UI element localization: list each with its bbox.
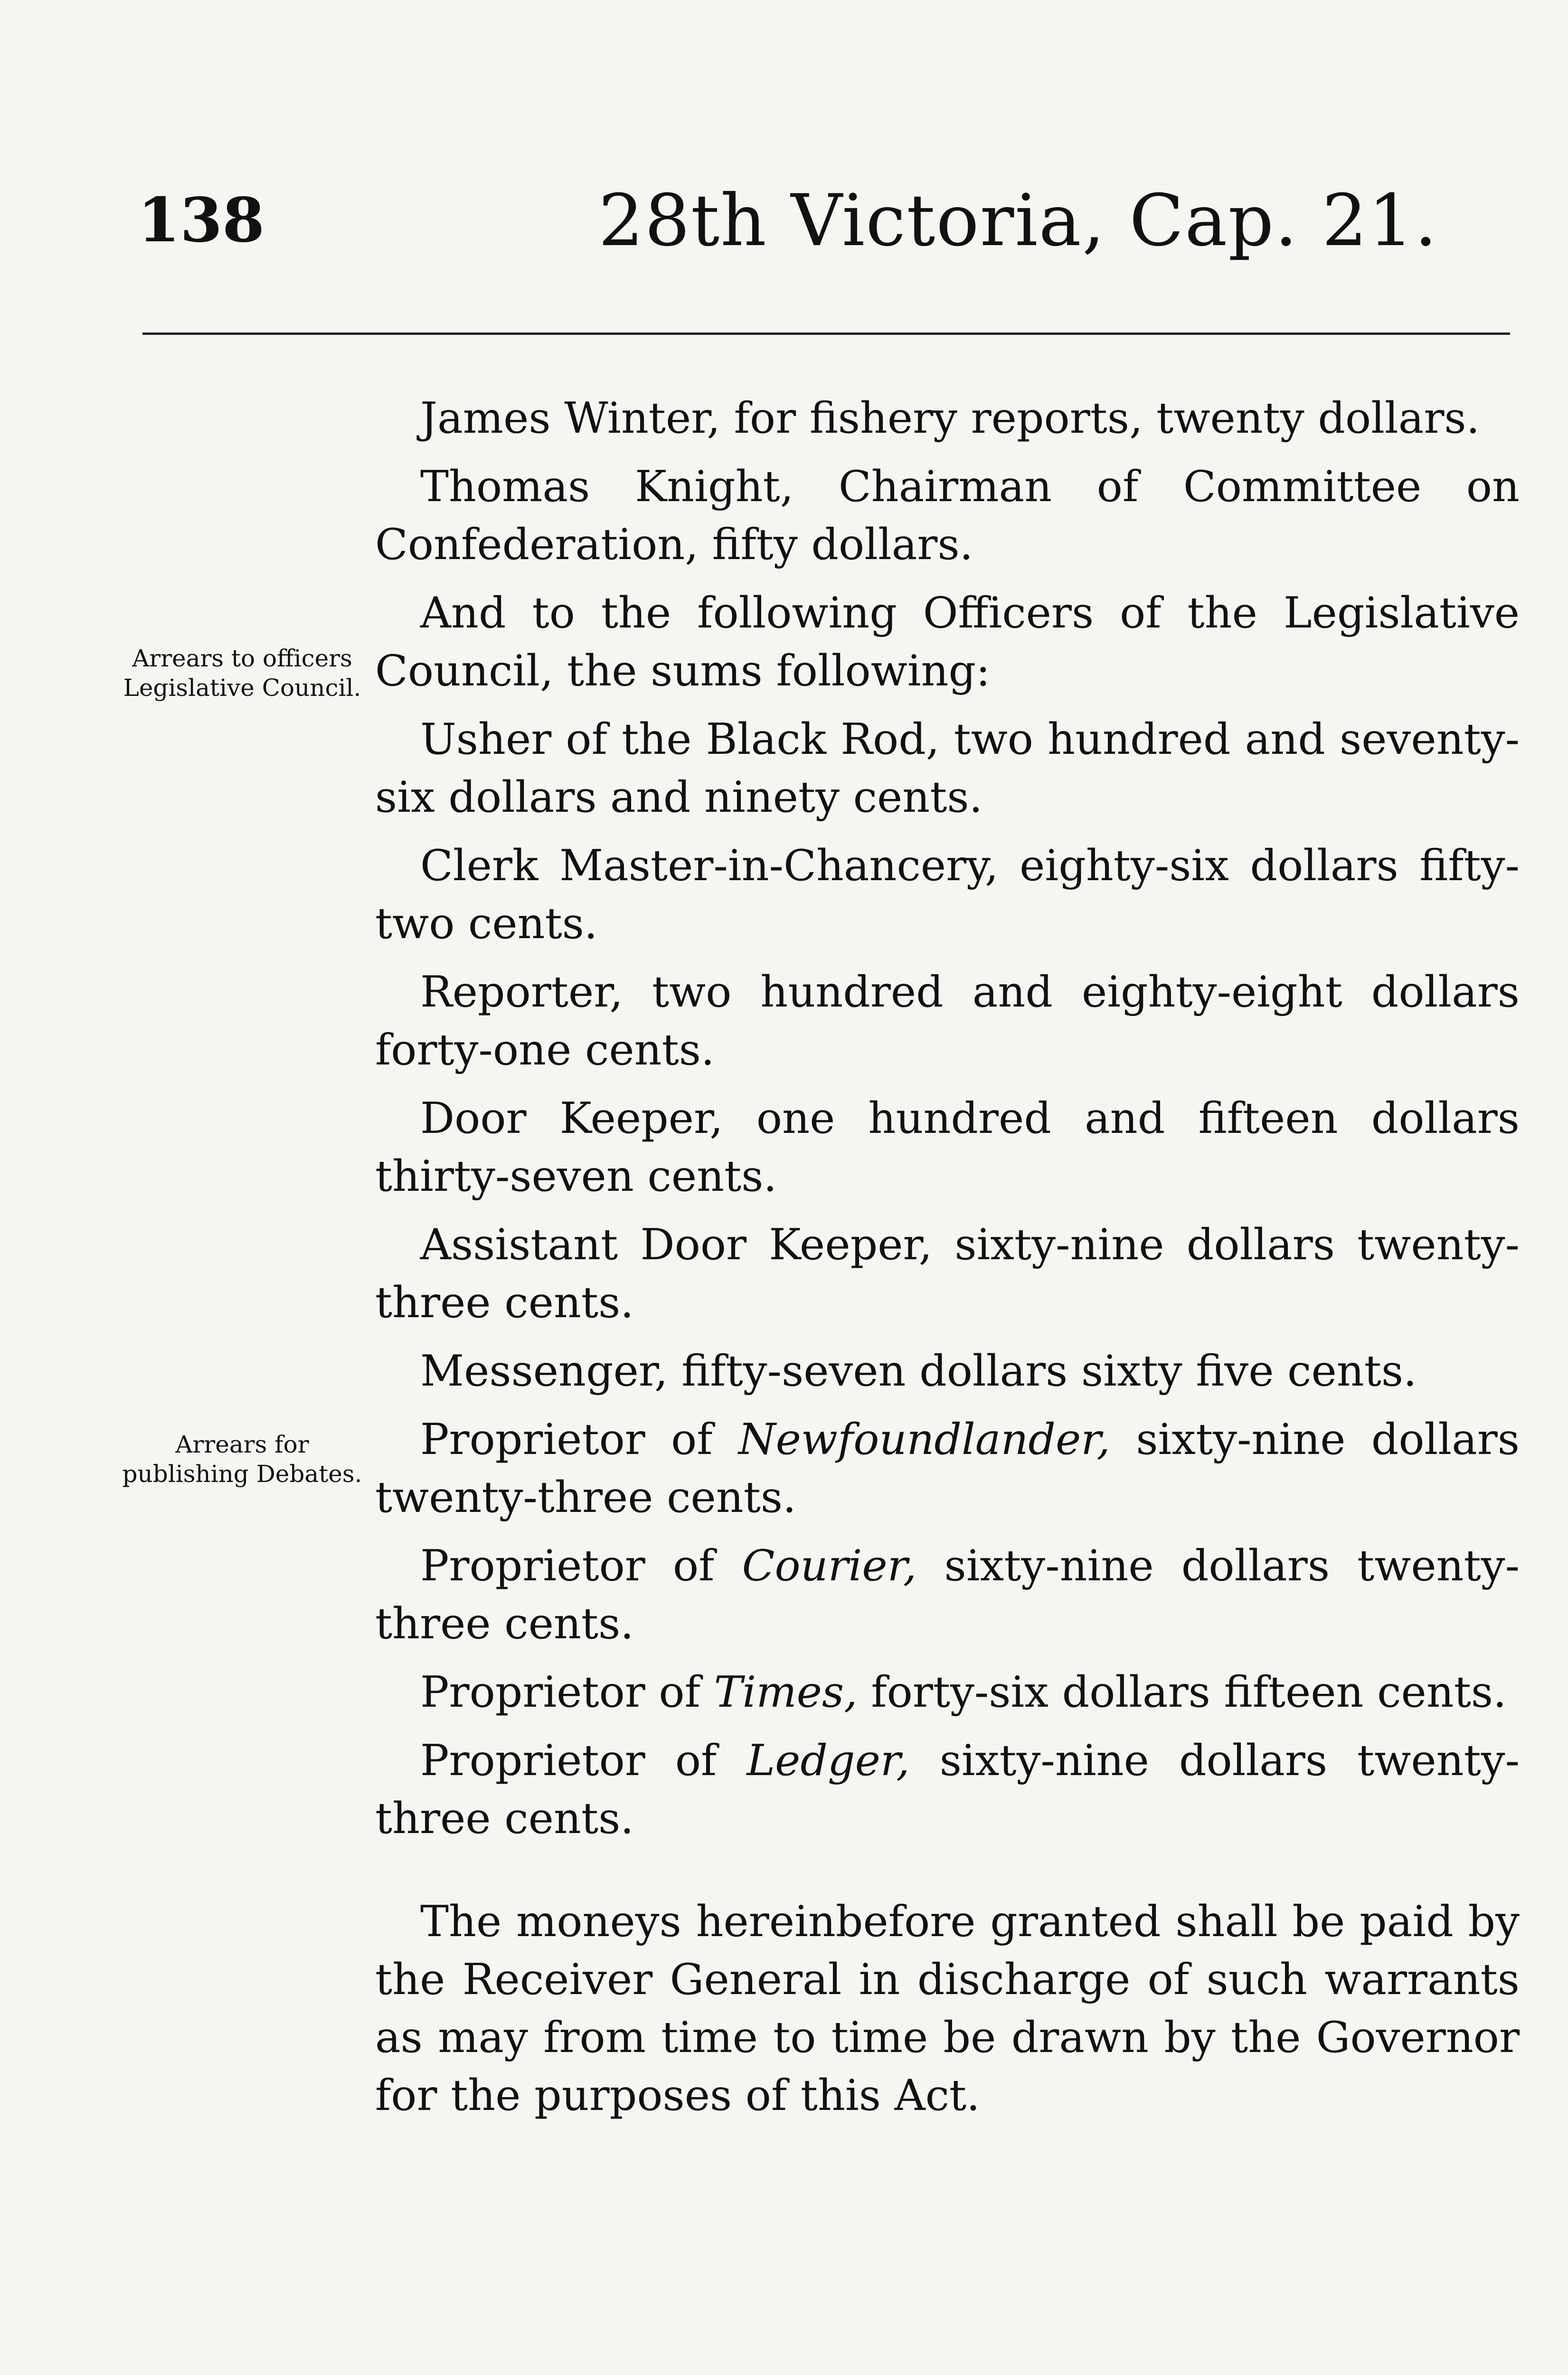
paragraph-legislative-council-intro: And to the following Officers of the Legislative Council, the sums following:	[375, 588, 1520, 696]
paragraph-clerk-master: Clerk Master-in-Chancery, eighty-six dollars fifty-two cents.	[375, 841, 1520, 949]
paragraph-prefix: Proprietor of	[420, 1736, 747, 1786]
paragraph-moneys-granted: The moneys hereinbefore granted shall be paid by the Receiver General in discharge of such warrants as may from time to time be drawn by the Governor for the purposes of this Act.	[375, 1897, 1520, 2120]
paragraph-messenger: Messenger, fifty-seven dollars sixty five cents.	[420, 1346, 1417, 1396]
paragraph-rest: sixty-nine dollars twenty-three cents.	[375, 1736, 1520, 1843]
paragraph-prefix: Proprietor of	[420, 1415, 738, 1464]
running-head: 28th Victoria, Cap. 21.	[598, 180, 1438, 262]
paragraph-times	[375, 1663, 1520, 1721]
paragraph-prefix: Proprietor of	[420, 1667, 714, 1717]
page-number: 138	[138, 185, 265, 256]
paragraph-reporter: Reporter, two hundred and eighty-eight dollars forty-one cents.	[375, 967, 1520, 1075]
paragraph-ledger	[375, 1732, 1520, 1848]
paragraph-thomas-knight: Thomas Knight, Chairman of Committee on Confederation, fifty dollars.	[375, 462, 1520, 570]
header-rule	[142, 332, 1510, 335]
paragraph-usher-black-rod: Usher of the Black Rod, two hundred and seventy-six dollars and ninety cents.	[375, 714, 1520, 822]
margin-note-publishing-debates: Arrears for publishing Debates.	[122, 1431, 362, 1488]
paragraph-courier	[375, 1537, 1520, 1653]
paragraph-rest: sixty-nine dollars twenty-three cents.	[375, 1415, 1520, 1522]
paragraph-prefix: Proprietor of	[420, 1541, 742, 1591]
paragraph-rest: sixty-nine dollars twenty-three cents.	[375, 1541, 1520, 1649]
body-text	[375, 390, 1520, 2135]
paragraph-newfoundlander	[375, 1411, 1520, 1527]
margin-note-legislative-council: Arrears to officers Legislative Council.	[123, 645, 361, 702]
paragraph-rest: forty-six dollars fifteen cents.	[857, 1667, 1507, 1717]
paragraph-assistant-door-keeper: Assistant Door Keeper, sixty-nine dollars twenty-three cents.	[375, 1220, 1520, 1328]
newspaper-name: Times,	[714, 1667, 858, 1717]
newspaper-name: Courier,	[742, 1541, 917, 1591]
newspaper-name: Ledger,	[746, 1736, 910, 1786]
paragraph-door-keeper: Door Keeper, one hundred and fifteen dollars thirty-seven cents.	[375, 1093, 1520, 1201]
newspaper-name: Newfoundlander,	[738, 1415, 1111, 1464]
paragraph-james-winter: James Winter, for fishery reports, twenty dollars.	[420, 393, 1480, 443]
